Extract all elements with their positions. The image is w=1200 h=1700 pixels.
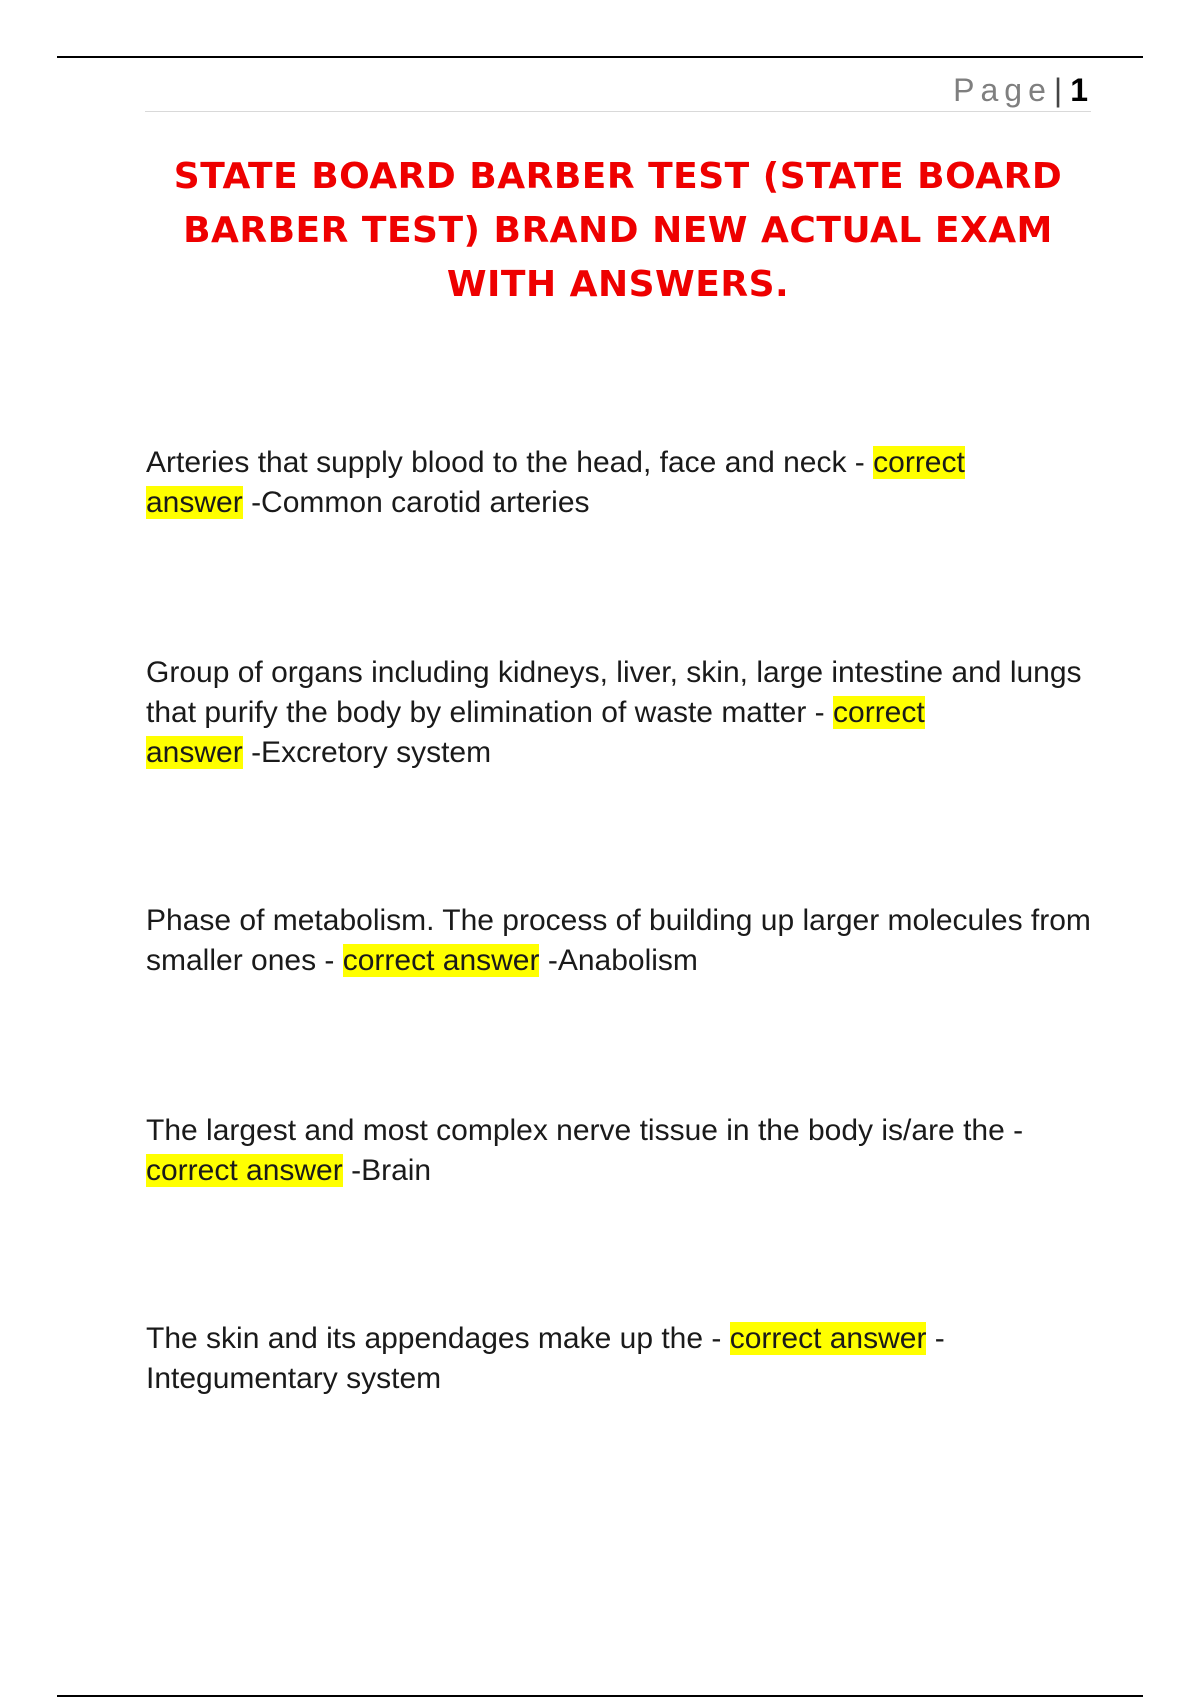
qa-item-3 (146, 901, 1096, 981)
correct-answer-marker: answer (146, 486, 243, 519)
answer-text: -Common carotid arteries (251, 486, 590, 519)
qa-item-2 (146, 653, 1096, 773)
correct-answer-marker: correct answer (146, 1154, 343, 1187)
page-separator: | (1053, 72, 1063, 108)
top-rule (57, 56, 1143, 58)
question-text: The skin and its appendages make up the - (146, 1322, 722, 1355)
bottom-rule (57, 1695, 1143, 1697)
answer-dash: - (934, 1322, 945, 1355)
page-header (953, 70, 1088, 110)
correct-answer-marker: correct answer (342, 944, 540, 977)
question-text: Phase of metabolism. The process of building up larger molecules from smaller ones - (146, 904, 1091, 977)
answer-text: -Anabolism (547, 944, 698, 977)
header-underline (145, 111, 1091, 112)
correct-answer-marker: correct answer (729, 1322, 927, 1355)
correct-answer-marker: correct (873, 446, 965, 479)
page-word: Page (953, 72, 1052, 108)
page-number: 1 (1070, 72, 1088, 108)
question-text: The largest and most complex nerve tissue in the body is/are the - (146, 1114, 1024, 1147)
qa-item-4 (146, 1111, 1096, 1191)
correct-answer-marker: correct (833, 696, 925, 729)
qa-item-1 (146, 443, 1096, 523)
document-title: STATE BOARD BARBER TEST (STATE BOARD BARBER TEST) BRAND NEW ACTUAL EXAM WITH ANSWERS. (173, 156, 1063, 305)
question-text: Arteries that supply blood to the head, face and neck - (146, 446, 865, 479)
answer-text: -Excretory system (251, 736, 492, 769)
question-text: Group of organs including kidneys, liver, skin, large intestine and lungs that purify the body by elimination of waste matter - (146, 656, 1082, 729)
answer-text: -Brain (351, 1154, 432, 1187)
qa-item-5 (146, 1319, 1096, 1399)
correct-answer-marker: answer (146, 736, 243, 769)
answer-text: Integumentary system (146, 1362, 442, 1395)
